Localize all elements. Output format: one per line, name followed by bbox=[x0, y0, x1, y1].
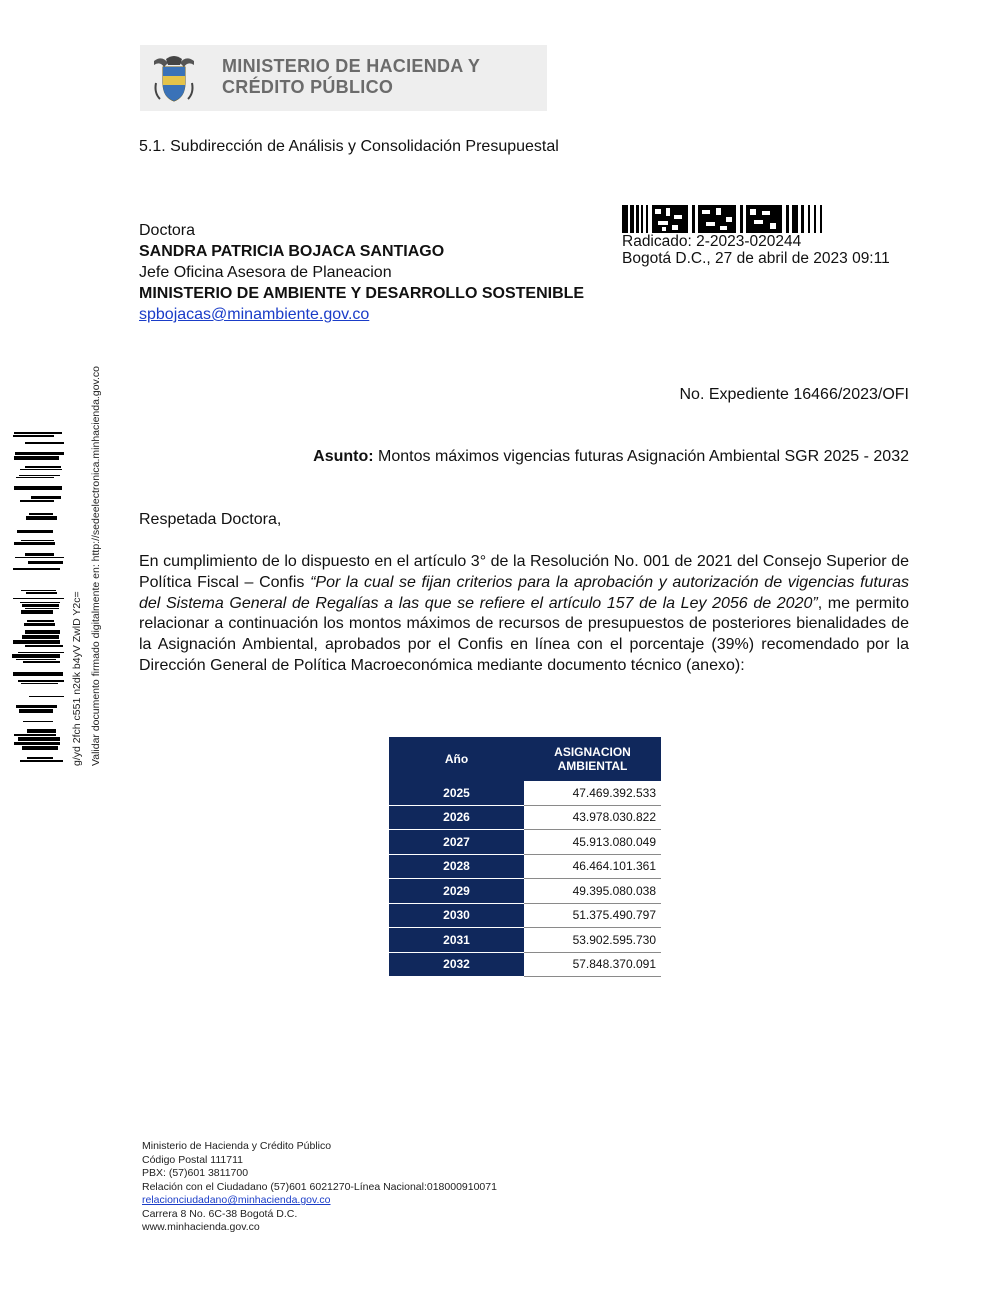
footer-pbx: PBX: (57)601 3811700 bbox=[142, 1167, 249, 1179]
barcode-bar bbox=[25, 466, 61, 468]
subject-text: Montos máximos vigencias futuras Asignación Ambiental SGR 2025 - 2032 bbox=[373, 448, 909, 465]
value-cell: 46.464.101.361 bbox=[524, 854, 661, 879]
barcode-bar bbox=[18, 680, 64, 682]
radicado-block bbox=[622, 233, 890, 267]
barcode-bar bbox=[20, 760, 63, 762]
year-cell: 2032 bbox=[389, 952, 524, 977]
barcode-bar bbox=[27, 757, 53, 759]
radicado-place-date: Bogotá D.C., 27 de abril de 2023 09:11 bbox=[622, 250, 890, 267]
radicado-barcode bbox=[622, 205, 827, 233]
year-cell: 2027 bbox=[389, 830, 524, 855]
barcode-bar bbox=[29, 513, 53, 515]
barcode-bar bbox=[25, 442, 64, 444]
value-cell: 49.395.080.038 bbox=[524, 879, 661, 904]
footer-postal-code: Código Postal 111711 bbox=[142, 1153, 243, 1166]
recipient-title: Doctora bbox=[139, 222, 196, 239]
salutation: Respetada Doctora, bbox=[139, 511, 282, 528]
barcode-bar bbox=[16, 705, 57, 708]
barcode-bar bbox=[16, 477, 54, 478]
barcode-bar bbox=[21, 683, 58, 684]
barcode-bar bbox=[25, 645, 63, 647]
table-row bbox=[389, 805, 661, 830]
subject-line bbox=[313, 448, 909, 466]
barcode-bar bbox=[25, 630, 60, 634]
barcode-bar bbox=[14, 486, 62, 490]
column-header-value-line2: AMBIENTAL bbox=[557, 759, 628, 773]
recipient-email-link[interactable]: spbojacas@minambiente.gov.co bbox=[139, 306, 370, 323]
value-cell: 43.978.030.822 bbox=[524, 805, 661, 830]
barcode-bar bbox=[21, 540, 54, 541]
barcode-bar bbox=[22, 604, 59, 607]
value-cell: 53.902.595.730 bbox=[524, 928, 661, 953]
validation-barcode bbox=[12, 432, 64, 765]
barcode-bar bbox=[22, 746, 58, 750]
barcode-bar bbox=[23, 661, 60, 663]
barcode-bar bbox=[13, 640, 60, 644]
barcode-bar bbox=[13, 568, 60, 570]
barcode-bar bbox=[23, 721, 53, 722]
barcode-bar bbox=[31, 496, 61, 499]
barcode-bar bbox=[14, 456, 59, 460]
subject-label: Asunto: bbox=[313, 448, 374, 465]
barcode-bar bbox=[15, 452, 64, 455]
value-cell: 47.469.392.533 bbox=[524, 781, 661, 805]
barcode-bar bbox=[27, 620, 54, 622]
barcode-bar bbox=[25, 553, 54, 556]
body-paragraph bbox=[139, 552, 909, 677]
footer-website[interactable]: www.minhacienda.gov.co bbox=[142, 1221, 260, 1233]
footer-ministry: Ministerio de Hacienda y Crédito Público bbox=[142, 1140, 332, 1152]
ministry-name-line1: MINISTERIO DE HACIENDA Y bbox=[222, 56, 481, 76]
barcode-bar bbox=[14, 542, 55, 545]
validation-code: g/yd 2fch c551 n2dk b4yV ZwlD Y2c= bbox=[71, 591, 83, 766]
footer-citizen-line: Relación con el Ciudadano (57)601 6021270-Línea Nacional:018000910071 bbox=[142, 1180, 497, 1193]
year-cell: 2030 bbox=[389, 903, 524, 928]
asignacion-ambiental-table bbox=[389, 737, 661, 977]
barcode-bar bbox=[16, 659, 56, 660]
column-header-year: Año bbox=[389, 737, 524, 781]
footer-contact bbox=[142, 1140, 497, 1235]
value-cell: 51.375.490.797 bbox=[524, 903, 661, 928]
year-cell: 2029 bbox=[389, 879, 524, 904]
colombia-coat-of-arms-icon bbox=[150, 53, 198, 103]
barcode-bar bbox=[15, 557, 64, 558]
barcode-bar bbox=[19, 709, 53, 713]
recipient-name: SANDRA PATRICIA BOJACA SANTIAGO bbox=[139, 243, 445, 260]
body-text-part1: En cumplimiento de lo dispuesto en el artículo 3° de la Resolución No. 001 de 2021 del Consejo Superior de Política Fiscal – Confis bbox=[139, 553, 909, 591]
body-text-part2: , me permito relacionar a continuación los montos máximos de recursos de presupuestos de posteriores bienalidades de la Asignación Ambiental, aprobados por el Confis en línea con el porcentaje (39%) recomendado por la Dirección General de Política Macroeconómica mediante documento técnico (anexo): bbox=[139, 594, 909, 674]
year-cell: 2031 bbox=[389, 928, 524, 953]
year-cell: 2026 bbox=[389, 805, 524, 830]
table-row bbox=[389, 903, 661, 928]
table-row bbox=[389, 952, 661, 977]
table-header-row bbox=[389, 737, 661, 781]
barcode-bar bbox=[12, 654, 60, 658]
ministry-name-line2: CRÉDITO PÚBLICO bbox=[222, 77, 394, 97]
department-heading: 5.1. Subdirección de Análisis y Consolidación Presupuestal bbox=[139, 138, 559, 155]
barcode-bar bbox=[14, 734, 56, 736]
barcode-bar bbox=[27, 729, 56, 733]
barcode-bar bbox=[22, 635, 59, 639]
expediente-number: No. Expediente 16466/2023/OFI bbox=[679, 386, 909, 403]
barcode-bar bbox=[21, 590, 56, 591]
value-cell: 57.848.370.091 bbox=[524, 952, 661, 977]
body-text-quote: “Por la cual se fijan criterios para la aprobación y autorización de vigencias futuras del Sistema General de Regalías a las que se refiere el artículo 157 de la Ley 2056 de 2020” bbox=[139, 573, 909, 612]
table-row bbox=[389, 830, 661, 855]
barcode-bar bbox=[18, 737, 60, 741]
recipient-organization: MINISTERIO DE AMBIENTE Y DESARROLLO SOSTENIBLE bbox=[139, 285, 585, 302]
barcode-bar bbox=[26, 516, 57, 520]
barcode-bar bbox=[14, 742, 60, 745]
footer-address: Carrera 8 No. 6C-38 Bogotá D.C. bbox=[142, 1207, 298, 1220]
barcode-bar bbox=[28, 561, 63, 564]
table-row bbox=[389, 879, 661, 904]
year-cell: 2025 bbox=[389, 781, 524, 805]
barcode-bar bbox=[14, 432, 62, 434]
barcode-bar bbox=[29, 696, 64, 697]
barcode-bar bbox=[17, 530, 53, 533]
recipient-block bbox=[139, 220, 584, 325]
barcode-bar bbox=[25, 608, 59, 609]
barcode-bar bbox=[26, 592, 57, 594]
barcode-bar bbox=[13, 435, 54, 437]
barcode-bar bbox=[19, 475, 60, 476]
barcode-bar bbox=[18, 652, 64, 653]
barcode-bar bbox=[20, 602, 60, 603]
table-row bbox=[389, 854, 661, 879]
year-cell: 2028 bbox=[389, 854, 524, 879]
table-row bbox=[389, 781, 661, 805]
table-row bbox=[389, 928, 661, 953]
ministry-name bbox=[222, 56, 480, 98]
barcode-bar bbox=[13, 672, 63, 676]
barcode-bar bbox=[20, 500, 54, 502]
column-header-value bbox=[524, 737, 661, 781]
column-header-value-line1: ASIGNACION bbox=[554, 745, 631, 759]
value-cell: 45.913.080.049 bbox=[524, 830, 661, 855]
radicado-number: Radicado: 2-2023-020244 bbox=[622, 233, 802, 250]
barcode-bar bbox=[21, 610, 53, 614]
recipient-position: Jefe Oficina Asesora de Planeacion bbox=[139, 264, 392, 281]
barcode-bar bbox=[13, 598, 64, 599]
footer-email-link[interactable]: relacionciudadano@minhacienda.gov.co bbox=[142, 1194, 331, 1206]
validation-url-text: Validar documento firmado digitalmente en: http://sedeelectronica.minhacienda.gov.co bbox=[90, 365, 102, 766]
barcode-bar bbox=[24, 623, 55, 626]
barcode-bar bbox=[20, 469, 62, 470]
